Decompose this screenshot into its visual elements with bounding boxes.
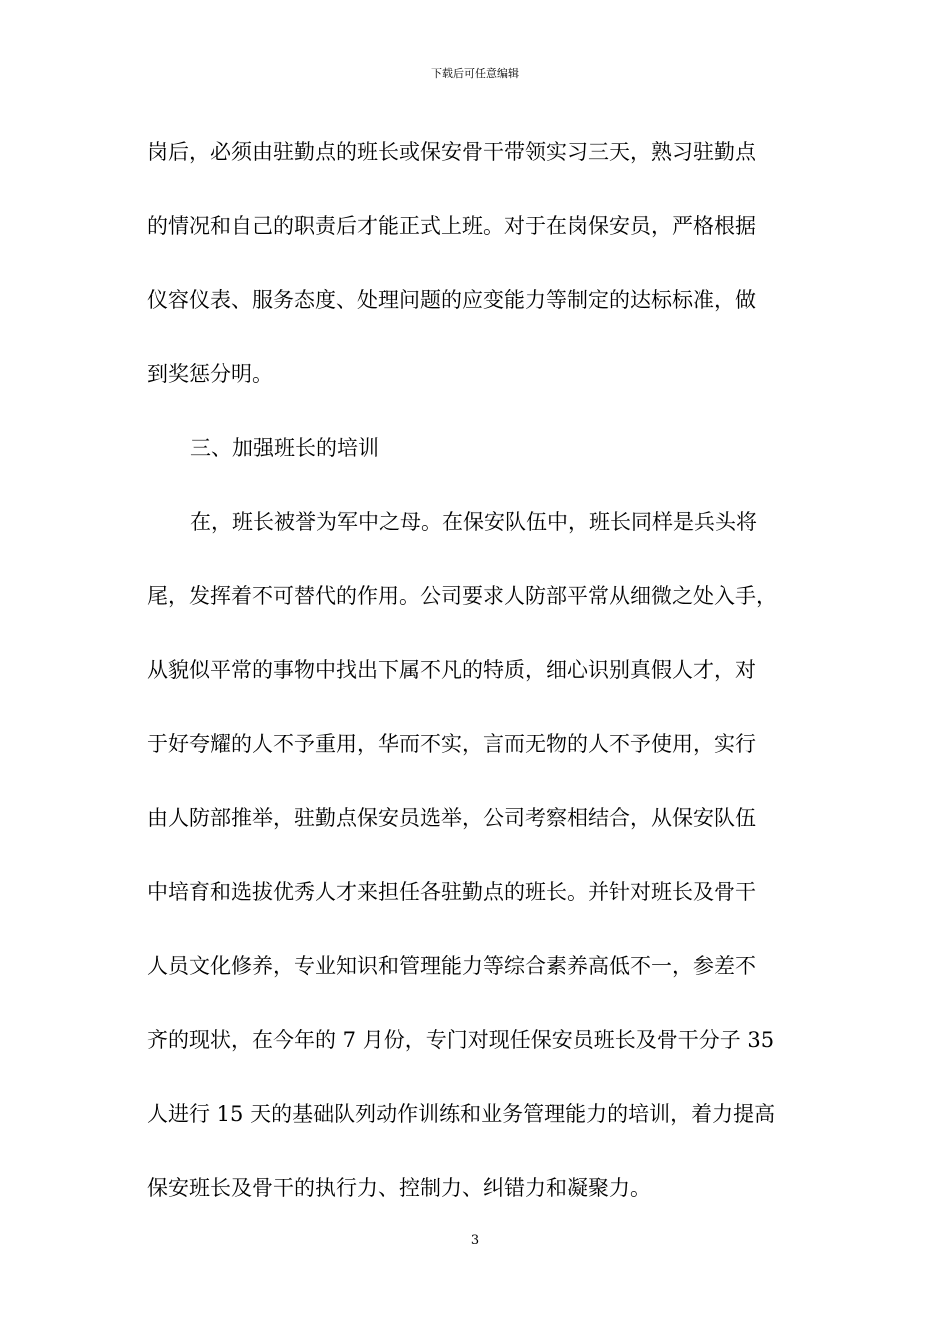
paragraph-line: 中培育和选拔优秀人才来担任各驻勤点的班长。并针对班长及骨干 [147,880,756,904]
page-number: 3 [470,1233,480,1248]
section-heading: 三、加强班长的培训 [190,436,379,460]
paragraph-line: 在，班长被誉为军中之母。在保安队伍中，班长同样是兵头将 [190,510,757,534]
paragraph-line: 到奖惩分明。 [147,362,273,386]
paragraph-line: 仪容仪表、服务态度、处理问题的应变能力等制定的达标标准，做 [147,288,756,312]
paragraph-line: 岗后，必须由驻勤点的班长或保安骨干带领实习三天，熟习驻勤点 [147,140,756,164]
paragraph-line: 的情况和自己的职责后才能正式上班。对于在岗保安员，严格根据 [147,214,756,238]
paragraph-line: 由人防部推举，驻勤点保安员选举，公司考察相结合，从保安队伍 [147,806,756,830]
paragraph-line: 人员文化修养，专业知识和管理能力等综合素养高低不一，参差不 [147,954,756,978]
paragraph-line: 保安班长及骨干的执行力、控制力、纠错力和凝聚力。 [147,1176,651,1200]
paragraph-line: 于好夸耀的人不予重用，华而不实，言而无物的人不予使用，实行 [147,732,756,756]
paragraph-line: 尾，发挥着不可替代的作用。公司要求人防部平常从细微之处入手， [147,584,777,608]
page-header: 下载后可任意编辑 [431,67,519,80]
paragraph-line: 从貌似平常的事物中找出下属不凡的特质，细心识别真假人才，对 [147,658,756,682]
paragraph-line: 人进行 15 天的基础队列动作训练和业务管理能力的培训，着力提高 [147,1102,776,1126]
paragraph-line: 齐的现状，在今年的 7 月份，专门对现任保安员班长及骨干分子 35 [147,1028,775,1052]
